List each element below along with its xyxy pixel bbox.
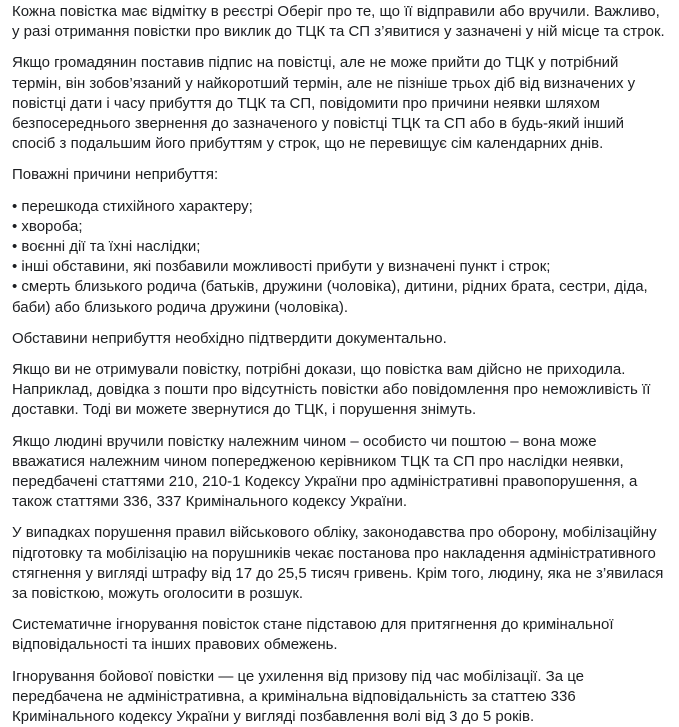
paragraph-properly-served: Якщо людині вручили повістку належним чином – особисто чи поштою – вона може вважатися належним чином попередженою керівником ТЦК та СП про наслідки неявки, передбачені статтями 210, 210-1 Кодексу України про адміністративні правопорушення, а також статтями 336, 337 Кримінального кодексу України.	[12, 432, 638, 511]
paragraph-penalties: У випадках порушення правил військового обліку, законодавства про оборону, мобілізаційну підготовку та мобілізацію на порушників чекає постанова про накладення адміністративного стягнення у вигляді штрафу від 17 до 25,5 тисяч гривень. Крім того, людину, яка не з’явилася за повісткою, можуть оголосити в розшук.	[12, 524, 664, 603]
paragraph-combat-summons: Ігнорування бойової повістки — це ухилення від призову під час мобілізації. За це передбачена не адміністративна, а кримінальна відповідальність за статтею 336 Кримінального кодексу України у вигляді позбавлення волі від 3 до 5 років.	[12, 667, 585, 726]
paragraph-valid-reasons-heading: Поважні причини неприбуття:	[12, 166, 219, 184]
paragraph-systematic-ignoring: Систематичне ігнорування повісток стане підставою для притягнення до кримінальної відповідальності та інших правових обмежень.	[12, 616, 614, 654]
list-item: • воєнні дії та їхні наслідки;	[12, 238, 201, 256]
list-item: • хвороба;	[12, 217, 83, 235]
paragraph-not-received: Якщо ви не отримували повістку, потрібні докази, що повістка вам дійсно не приходила. Наприклад, довідка з пошти про відсутність повістки або повідомлення про неможливість її доставки. Тоді ви можете звернутися до ТЦК, і порушення знімуть.	[12, 361, 651, 419]
list-item: • смерть близького родича (батьків, дружини (чоловіка), дитини, рідних брата, сестри, діда, баби) або близького родича дружини (чоловіка).	[12, 278, 648, 316]
list-item: • інші обставини, які позбавили можливості прибути у визначені пункт і строк;	[12, 258, 551, 276]
paragraph-signed-cannot-come: Якщо громадянин поставив підпис на повістці, але не може прийти до ТЦК у потрібний термін, він зобов’язаний у найкоротший термін, але не пізніше трьох діб від визначених у повістці дати і часу прибуття до ТЦК та СП, повідомити про причини неявки шляхом безпосереднього звернення до зазначеного у повістці ТЦК та СП або в будь-який інший спосіб з подальшим його прибуттям у строк, що не перевищує сім календарних днів.	[12, 54, 636, 153]
paragraph-document-proof: Обставини неприбуття необхідно підтвердити документально.	[12, 329, 447, 347]
valid-reasons-list	[12, 197, 669, 318]
list-item: • перешкода стихійного характеру;	[12, 197, 253, 215]
paragraph-registry-mark: Кожна повістка має відмітку в реєстрі Оберіг про те, що її відправили або вручили. Важливо, у разі отримання повістки про виклик до ТЦК та СП з’явитися у зазначені у ній місце та строк.	[12, 3, 665, 41]
